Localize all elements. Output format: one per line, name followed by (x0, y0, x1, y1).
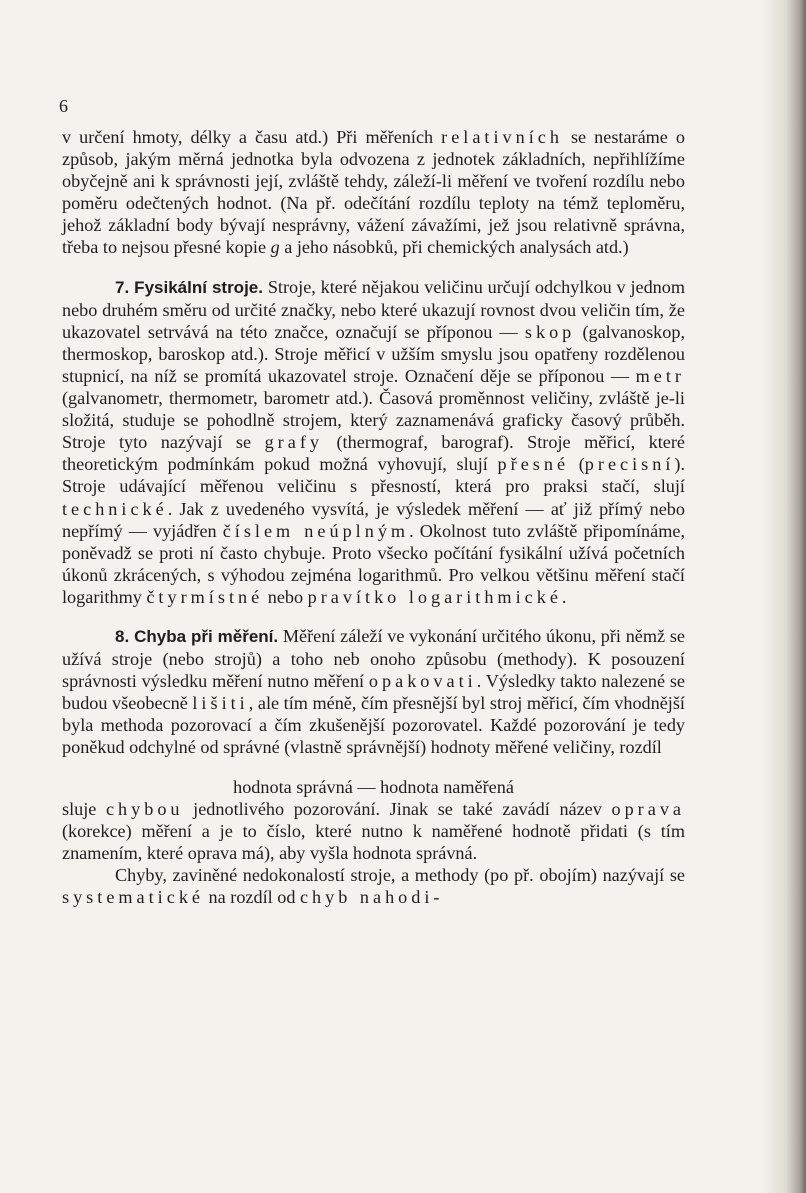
spaced-term: metr (635, 365, 685, 386)
symbol-g: g (270, 237, 280, 258)
text-run: a jeho násobků, při chemických analysách atd.) (279, 237, 629, 258)
text-run: Měření záleží ve vykonání určitého úkonu, při němž se užívá stroje (nebo strojů) a toho neb onoho způsobu (methody). K posouzení správnosti výsledku měření nutno měření (62, 625, 685, 692)
spaced-term: grafy (264, 432, 323, 453)
text-run: Stroje tyto (62, 432, 148, 453)
text-run: Stroje měřicí v užším smyslu (274, 343, 493, 364)
text-run: . Okolnost tuto zvláště připomínáme, poněvadž se proti ní často chybuje. Proto všecko počítání fysikální užívá početních úkonů zkrácených, s výhodou zejména logarithmů. Pro velkou většinu měření stačí logarithmy (62, 520, 685, 607)
text-run: sluje (62, 798, 106, 819)
text-run: , zvláště je-li složitá, studuje se pohodlně strojem, který zaznamenává graficky časový průběh. (62, 388, 685, 431)
section-7-paragraph (62, 276, 685, 608)
text-run: jednotlivého pozorování. Jinak se také zavádí název (183, 798, 612, 819)
text-run: v určení hmoty, délky a času atd.) Při měřeních (62, 127, 442, 147)
spaced-term: pravítko logarithmické (307, 586, 562, 607)
page-edge-shadow (762, 0, 806, 1193)
spaced-term: lišiti (192, 693, 249, 714)
spaced-term: systematické (62, 887, 204, 907)
text-run: nebo (263, 586, 308, 607)
text-run: (galvanometr, thermometr, barometr atd.). (62, 388, 380, 409)
spaced-term: číslem neúplným (222, 520, 410, 541)
text-run: jsou opatřeny rozdělenou stupnicí, na níž se promítá ukazovatel stroje. Označení děje se příponou — (62, 343, 686, 386)
text-run: (galvanoskop, thermoskop, baroskop atd.). (62, 321, 685, 364)
text-run: (thermograf, barograf). (322, 432, 528, 453)
spaced-term: oprava (611, 798, 685, 819)
text-run: . Výsledky takto nalezené se budou všeobecně (62, 671, 685, 714)
text-run: . (561, 586, 567, 607)
text-run: (korekce) měření a je to číslo, které nutno k naměřené hodnotě přidati (s tím znamením, které oprava má), aby vyšla hodnota správná. (62, 820, 685, 863)
text-run: . Jak z uvedeného vysvítá, je výsledek měření — ať již přímý nebo nepřímý — vyjádřen (62, 498, 685, 541)
section-heading-8: 8. Chyba při měření. (115, 626, 279, 646)
section-8-paragraph (62, 625, 685, 759)
text-run: Časová proměnnost veličiny (379, 388, 589, 409)
spaced-term: skop (524, 321, 576, 342)
spaced-term: relativních (441, 127, 563, 147)
paragraph-systematic (62, 864, 685, 908)
spaced-term: technické (62, 498, 168, 519)
spaced-term: precisní (584, 454, 675, 475)
spaced-term: opakovati (368, 671, 477, 692)
text-run: ( (569, 454, 585, 475)
section-heading-7: 7. Fysikální stroje. (115, 277, 263, 297)
text-run: na rozdíl od (204, 887, 300, 907)
spaced-term: přesné (497, 454, 570, 475)
text-run: se nestaráme o způsob, jakým měrná jednotka byla odvozena z jednotek základních, nepřihlížíme obyčejně ani k správnosti její, zvláště tehdy, záleží-li měření ve tvoření rozdílu nebo poměru odečtených hodnot. (Na př. odečítání rozdílu teploty na témž teploměru, jehož základní body bývají nesprávny, vážení závažími, jež jsou relativně správna, třeba to nejsou přesné kopie (62, 127, 685, 258)
paragraph-1 (62, 126, 685, 259)
page-body (62, 126, 685, 908)
formula-line: hodnota správná — hodnota naměřená (233, 776, 514, 797)
text-run: ). Stroje udávající měřenou veličinu s přesností, která pro praksi stačí, slují (62, 454, 686, 497)
spaced-term: chybou (105, 798, 184, 819)
paragraph-chyba (62, 798, 685, 864)
text-run: , ale tím méně, čím přesnější byl stroj měřicí, čím vhodnější byla methoda pozorovací a čím zkušenější pozorovatel. Každé pozorování je tedy poněkud odchylné od správné (vlastně správnější) hodnoty měřené veličiny, rozdíl (62, 693, 685, 758)
spaced-term: čtyrmístné (146, 586, 264, 607)
text-run: Stroje, které nějakou veličinu určují odchylkou v jednom nebo druhém směru od určité značky, nebo které ukazují rovnost dvou veličin tím, že ukazovatel setrvává na této značce, označují se příponou — (62, 276, 685, 342)
text-run: Chyby, zaviněné nedokonalostí stroje, a methody (po př. obojím) nazývají se (115, 864, 685, 885)
text-run: nazývají se (147, 432, 265, 453)
text-run: , které theoretickým podmínkám pokud možná vyhovují, slují (62, 432, 685, 475)
spaced-term: chyb nahodi- (299, 887, 444, 907)
page-number: 6 (59, 96, 68, 116)
text-run: Stroje měřicí (527, 432, 631, 453)
